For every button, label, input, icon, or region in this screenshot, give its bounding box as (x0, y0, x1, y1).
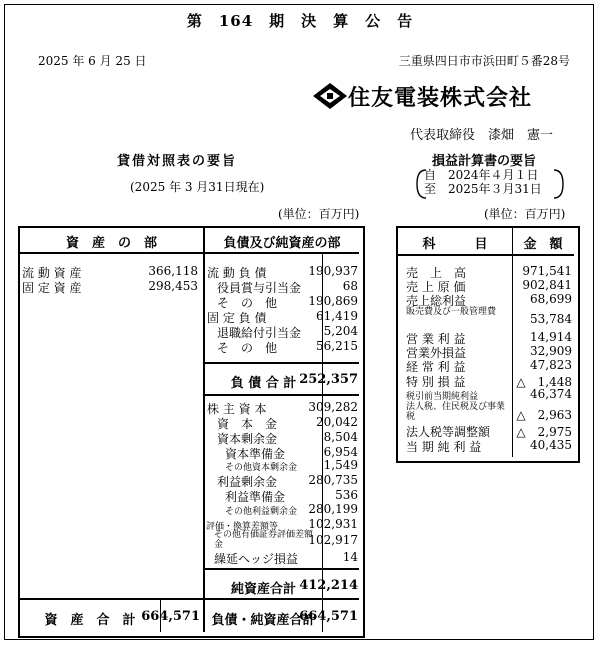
pl-row-value: 47,823 (530, 358, 572, 372)
liab-total-value: 252,357 (299, 372, 358, 387)
pl-row-value: 53,784 (530, 312, 572, 326)
equity-label: 資 本 金 (217, 417, 278, 431)
equity-value: 536 (335, 488, 358, 502)
equity-value: 280,735 (308, 473, 358, 487)
pl-period (414, 168, 542, 196)
liab-value: 5,204 (323, 324, 358, 338)
equity-value: 8,504 (323, 430, 358, 444)
pl-row-value: △ 2,975 (516, 425, 572, 439)
pl-row-value: 14,914 (530, 330, 572, 344)
liab-value: 56,215 (316, 339, 358, 353)
grand-total-label: 負債・純資産合計 (211, 613, 316, 628)
pl-row-label: 販売費及び一般管理費 (406, 307, 497, 317)
equity-value: 102,917 (308, 533, 358, 547)
pl-row-label: 営業外損益 (406, 346, 467, 360)
pl-col-amount: 金 額 (523, 237, 563, 252)
liab-value: 68 (342, 279, 358, 293)
assets-total-value: 664,571 (141, 609, 200, 624)
liab-label: 固 定 負 債 (207, 311, 267, 325)
pl-period-to: 至 2025年３月31日 (424, 182, 542, 196)
pl-period-from: 自 2024年４月１日 (424, 168, 539, 182)
equity-value: 14 (342, 550, 358, 564)
company-name: 住友電装株式会社 (348, 85, 533, 111)
bs-unit: (単位：百万円) (278, 207, 360, 221)
liab-label: 退職給付引当金 (217, 326, 302, 340)
pl-title: 損益計算書の要旨 (432, 154, 537, 169)
liab-label: 流 動 負 債 (207, 266, 267, 280)
pl-row-label: 売上総利益 (406, 294, 467, 308)
equity-label: その他利益剰余金 (225, 507, 298, 517)
company-logo (312, 82, 532, 110)
equity-label: その他資本剰余金 (225, 463, 298, 473)
liab-value: 190,869 (308, 294, 358, 308)
pl-row-value: 971,541 (522, 264, 572, 278)
right-bracket-icon (552, 168, 566, 200)
asset-label: 流 動 資 産 (22, 266, 82, 280)
pl-row-label: 当 期 純 利 益 (406, 440, 482, 454)
pl-row-value: △ 1,448 (516, 375, 572, 389)
pl-row-label: 法人税、住民税及び事業税 (406, 402, 506, 422)
pl-row-value: 46,374 (530, 387, 572, 401)
liab-label: 役員賞与引当金 (217, 281, 302, 295)
pl-unit: (単位：百万円) (484, 207, 566, 221)
equity-total-label: 純資産合計 (230, 582, 296, 597)
liab-total-label: 負 債 合 計 (230, 376, 297, 391)
pl-row-label: 特 別 損 益 (406, 375, 466, 389)
income-statement-table (396, 226, 580, 463)
pl-row-value: △ 2,963 (516, 408, 572, 422)
pl-row-label: 税引前当期純利益 (406, 392, 479, 402)
pl-row-value: 40,435 (530, 438, 572, 452)
equity-label: 株 主 資 本 (207, 402, 267, 416)
liab-label: そ の 他 (217, 296, 278, 310)
pl-row-label: 法人税等調整額 (406, 425, 491, 439)
logo-mark-icon (312, 82, 348, 110)
asset-value: 298,453 (148, 279, 198, 293)
representative: 代表取締役 漆畑 憲一 (410, 128, 554, 143)
equity-label: 資本剰余金 (217, 432, 278, 446)
liab-value: 61,419 (316, 309, 358, 323)
pl-row-value: 32,909 (530, 344, 572, 358)
liab-value: 190,937 (308, 264, 358, 278)
pl-row-label: 売 上 高 (406, 266, 467, 280)
pl-col-item: 科 目 (422, 237, 488, 252)
equity-label: 評価・換算差額等 (206, 522, 279, 532)
equity-label: 繰延ヘッジ損益 (214, 552, 299, 566)
asset-label: 固 定 資 産 (22, 281, 82, 295)
balance-sheet-table (18, 226, 365, 638)
pl-row-value: 902,841 (522, 278, 572, 292)
company-address: 三重県四日市市浜田町５番28号 (398, 54, 570, 68)
left-bracket-icon (414, 168, 428, 200)
pl-row-label: 売 上 原 価 (406, 280, 466, 294)
assets-total-label: 資 産 合 計 (44, 613, 136, 628)
equity-value: 6,954 (323, 445, 358, 459)
pl-row-label: 経 常 利 益 (406, 360, 466, 374)
equity-label: 資本準備金 (225, 447, 286, 461)
asset-value: 366,118 (148, 264, 198, 278)
equity-value: 102,931 (308, 517, 358, 531)
equity-value: 1,549 (323, 458, 358, 472)
equity-value: 20,042 (316, 415, 358, 429)
liab-label: そ の 他 (217, 341, 278, 355)
assets-header: 資 産 の 部 (65, 236, 157, 251)
pl-row-label: 営 業 利 益 (406, 332, 466, 346)
equity-label: 利益剰余金 (217, 475, 278, 489)
equity-label: その他有価証券評価差額金 (214, 530, 314, 550)
equity-value: 280,199 (308, 502, 358, 516)
pl-row-value: 68,699 (530, 292, 572, 306)
liab-header: 負債及び純資産の部 (223, 236, 341, 251)
equity-total-value: 412,214 (299, 578, 358, 593)
grand-total-value: 664,571 (299, 609, 358, 624)
equity-value: 309,282 (308, 400, 358, 414)
bs-as-of: (2025 年 3 月31日現在) (130, 180, 265, 194)
equity-label: 利益準備金 (225, 490, 286, 504)
notice-title: 第 164 期 決 算 公 告 (186, 12, 414, 30)
bs-title: 貸借対照表の要旨 (117, 154, 238, 169)
notice-date: 2025 年 6 月 25 日 (38, 54, 147, 68)
